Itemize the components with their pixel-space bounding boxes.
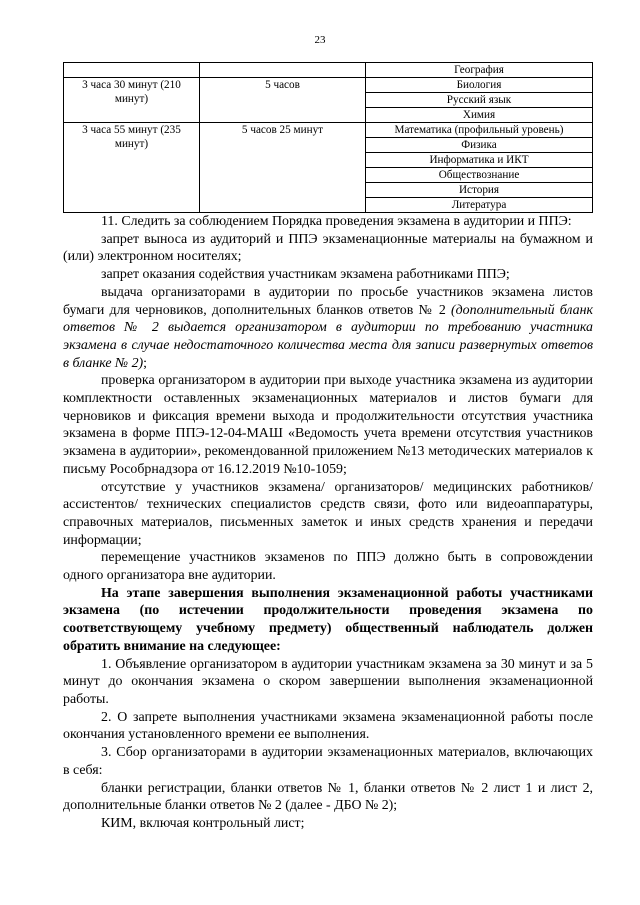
paragraph: перемещение участников экзаменов по ППЭ должно быть в сопровождении одного организатора вне аудитории.	[63, 550, 593, 584]
page-number: 23	[314, 34, 326, 46]
table-cell-prep: 5 часов 25 минут	[200, 123, 366, 213]
table-cell-subject: География	[366, 63, 593, 78]
table-row	[64, 78, 593, 93]
table-cell-duration	[64, 63, 200, 78]
paragraph: 1. Объявление организатором в аудитории участникам экзамена за 30 минут и за 5 минут до окончания экзамена о скором завершении выполнения экзаменационной работы.	[63, 656, 593, 707]
paragraph: КИМ, включая контрольный лист;	[101, 815, 305, 831]
table-row	[64, 123, 593, 138]
paragraph-text: выдача организаторами в аудитории по просьбе участников экзамена листов бумаги для черновиков, дополнительных бланков ответов № 2	[63, 284, 593, 318]
document-body	[63, 213, 593, 833]
table-cell-subject: Химия	[366, 108, 593, 123]
paragraph: 3. Сбор организаторами в аудитории экзаменационных материалов, включающих в себя:	[63, 745, 593, 778]
paragraph: проверка организатором в аудитории при выходе участника экзамена из аудитории комплектности оставленных экзаменационных материалов и листов бумаги для черновиков и фиксация времени выхода и продолжительности отсутствия участника экзамена в форме ППЭ-12-04-МАШ «Ведомость учета времени отсутствия участников экзамена в аудитории», рекомендованной приложением №13 методических материалов к письму Рособрнадзора от 16.12.2019 №10-1059;	[63, 373, 593, 477]
paragraph: запрет оказания содействия участникам экзамена работниками ППЭ;	[101, 267, 510, 283]
paragraph: 2. О запрете выполнения участниками экзамена экзаменационной работы после окончания установленного времени ее выполнения.	[63, 709, 593, 743]
table-cell-subject: Литература	[366, 198, 593, 213]
paragraph-text: ;	[143, 355, 147, 371]
paragraph: запрет выноса из аудиторий и ППЭ экзаменационные материалы на бумажном и (или) электронном носителях;	[63, 231, 593, 265]
table-cell-subject: Обществознание	[366, 168, 593, 183]
table-cell-subject: Русский язык	[366, 93, 593, 108]
paragraph: отсутствие у участников экзамена/ организаторов/ медицинских работников/ ассистентов/ технических специалистов средств связи, фото или видеоаппаратуры, справочных материалов, письменных заметок и иных средств хранения и передачи информации;	[63, 479, 593, 548]
section-heading: На этапе завершения выполнения экзаменационной работы участниками экзамена (по истечении продолжительности проведения экзамена по соответствующему учебному предмету) общественный наблюдатель должен обратить внимание на следующее:	[63, 585, 593, 654]
table-cell-subject: Математика (профильный уровень)	[366, 123, 593, 138]
paragraph: 11. Следить за соблюдением Порядка проведения экзамена в аудитории и ППЭ:	[101, 214, 572, 229]
paragraph	[63, 284, 593, 373]
table-row	[64, 63, 593, 78]
table-cell-duration: 3 часа 55 минут (235 минут)	[64, 123, 200, 213]
table-cell-subject: Физика	[366, 138, 593, 153]
table-cell-subject: История	[366, 183, 593, 198]
table-cell-prep	[200, 63, 366, 78]
table-cell-duration: 3 часа 30 минут (210 минут)	[64, 78, 200, 123]
table-cell-prep: 5 часов	[200, 78, 366, 123]
exam-duration-table	[63, 62, 593, 213]
table-cell-subject: Информатика и ИКТ	[366, 153, 593, 168]
table-cell-subject: Биология	[366, 78, 593, 93]
paragraph-italic-note: (дополнительный бланк ответов № 2 выдается организатором в аудитории по требованию участника экзамена в случае недостаточного количества места для записи развернутых ответов в бланке № 2)	[63, 302, 593, 371]
paragraph: бланки регистрации, бланки ответов № 1, бланки ответов № 2 лист 1 и лист 2, дополнительные бланки ответов № 2 (далее - ДБО № 2);	[63, 780, 593, 814]
